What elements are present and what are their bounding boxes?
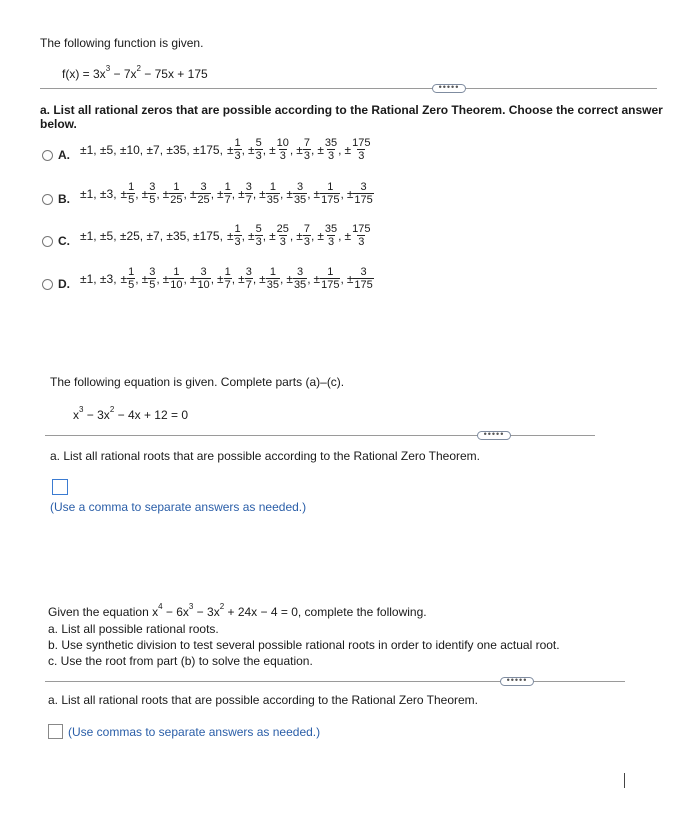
plus-minus-sign: ± xyxy=(269,142,276,157)
fraction xyxy=(224,181,232,206)
comma-separator: , xyxy=(340,271,344,286)
fraction-numerator: 1 xyxy=(327,181,334,193)
q3-part-a-instruction: a. List all possible rational roots. xyxy=(48,622,219,636)
plus-minus-sign: ± xyxy=(317,228,324,243)
fraction-denominator: 3 xyxy=(303,150,310,162)
fraction xyxy=(234,223,242,248)
comma-separator: , xyxy=(310,228,315,243)
fraction-denominator: 3 xyxy=(358,150,365,162)
q1-function-exponent: 3 xyxy=(105,64,111,73)
fraction-numerator: 1 xyxy=(234,223,241,235)
plus-minus-sign: ± xyxy=(162,271,170,286)
fraction-numerator: 3 xyxy=(149,181,156,193)
plus-minus-sign: ± xyxy=(226,142,234,157)
fraction xyxy=(234,137,242,162)
fraction-denominator: 5 xyxy=(128,279,135,291)
q3-text-part: + 24x − 4 = 0, complete the following. xyxy=(224,605,427,619)
q2-equation-exponent: 3 xyxy=(79,405,84,414)
fraction xyxy=(169,181,183,206)
fraction-denominator: 10 xyxy=(170,279,183,291)
plus-minus-sign: ± xyxy=(269,228,276,243)
option-b-radio[interactable] xyxy=(42,194,53,205)
fraction-denominator: 175 xyxy=(321,194,340,206)
fraction xyxy=(276,223,290,248)
fraction-denominator: 35 xyxy=(293,194,307,206)
comma-separator: , xyxy=(262,228,267,243)
fraction-numerator: 3 xyxy=(200,266,207,278)
option-integer-list: ±1, ±3, xyxy=(80,186,117,201)
fraction-denominator: 3 xyxy=(358,236,365,248)
fraction-numerator: 175 xyxy=(352,137,371,149)
fraction-numerator: 1 xyxy=(173,266,180,278)
fraction xyxy=(245,181,253,206)
q2-equation-part: − 3x xyxy=(83,408,110,422)
plus-minus-sign: ± xyxy=(344,142,352,157)
fraction xyxy=(224,266,232,291)
fraction xyxy=(353,266,373,291)
option-c-label: C. xyxy=(58,234,70,248)
fraction xyxy=(169,266,183,291)
fraction xyxy=(353,181,373,206)
q1-function-exponent: 2 xyxy=(136,64,141,73)
fraction-numerator: 3 xyxy=(149,266,156,278)
q3-text-part: − 3x xyxy=(193,605,220,619)
q3-divider xyxy=(45,681,625,682)
q1-part-a-prompt: a. List all rational zeros that are possible according to the Rational Zero Theorem. Choose the correct answer below. xyxy=(40,103,663,131)
option-b-label: B. xyxy=(58,192,70,206)
q3-part-c-instruction: c. Use the root from part (b) to solve the equation. xyxy=(48,654,313,668)
option-integer-list: ±1, ±5, ±25, ±7, ±35, ±175, xyxy=(80,228,223,243)
fraction-denominator: 3 xyxy=(255,150,262,162)
comma-separator: , xyxy=(156,271,160,286)
fraction xyxy=(196,266,210,291)
fraction xyxy=(245,266,253,291)
option-c-radio[interactable] xyxy=(42,236,53,247)
comma-separator: , xyxy=(280,186,284,201)
fraction-denominator: 3 xyxy=(279,236,286,248)
plus-minus-sign: ± xyxy=(189,271,197,286)
comma-separator: , xyxy=(241,228,245,243)
option-c-answer[interactable] xyxy=(80,223,371,248)
fraction-denominator: 5 xyxy=(149,194,156,206)
q1-function xyxy=(62,64,208,81)
q2-equation-part: x xyxy=(73,408,79,422)
plus-minus-sign: ± xyxy=(313,186,321,201)
fraction-numerator: 25 xyxy=(276,223,289,235)
fraction-numerator: 3 xyxy=(360,266,367,278)
comma-separator: , xyxy=(307,271,311,286)
fraction-numerator: 35 xyxy=(324,223,338,235)
fraction-numerator: 35 xyxy=(324,137,338,149)
plus-minus-sign: ± xyxy=(346,271,354,286)
plus-minus-sign: ± xyxy=(120,271,128,286)
fraction xyxy=(320,266,340,291)
fraction-numerator: 5 xyxy=(255,137,262,149)
fraction-numerator: 3 xyxy=(360,181,367,193)
comma-separator: , xyxy=(156,186,160,201)
plus-minus-sign: ± xyxy=(217,186,224,201)
comma-separator: , xyxy=(135,271,139,286)
fraction xyxy=(351,223,371,248)
q3-part-a-prompt: a. List all rational roots that are possible according to the Rational Zero Theorem. xyxy=(48,693,479,707)
q2-equation-exponent: 2 xyxy=(109,405,115,414)
comma-separator: , xyxy=(241,142,245,157)
comma-separator: , xyxy=(183,186,187,201)
plus-minus-sign: ± xyxy=(226,228,234,243)
fraction-numerator: 3 xyxy=(200,181,207,193)
option-b-answer[interactable] xyxy=(80,181,374,206)
plus-minus-sign: ± xyxy=(344,228,352,243)
plus-minus-sign: ± xyxy=(259,271,266,286)
plus-minus-sign: ± xyxy=(141,186,149,201)
q3-exponent: 4 xyxy=(158,602,163,611)
plus-minus-sign: ± xyxy=(238,271,245,286)
plus-minus-sign: ± xyxy=(162,186,170,201)
comma-separator: , xyxy=(135,186,139,201)
fraction-numerator: 1 xyxy=(269,266,276,278)
q1-function-part: − 75x + 175 xyxy=(140,67,208,81)
plus-minus-sign: ± xyxy=(313,271,321,286)
fraction-denominator: 3 xyxy=(234,150,241,162)
fraction-numerator: 7 xyxy=(303,137,310,149)
fraction xyxy=(303,223,311,248)
fraction-denominator: 3 xyxy=(327,236,335,248)
fraction-denominator: 3 xyxy=(303,236,310,248)
fraction-denominator: 175 xyxy=(354,279,373,291)
fraction xyxy=(320,181,340,206)
comma-separator: , xyxy=(231,271,236,286)
option-integer-list: ±1, ±3, xyxy=(80,271,117,286)
fraction-numerator: 1 xyxy=(128,181,135,193)
fraction xyxy=(255,223,263,248)
plus-minus-sign: ± xyxy=(296,142,303,157)
fraction xyxy=(148,181,156,206)
fraction-numerator: 1 xyxy=(128,266,135,278)
fraction xyxy=(127,181,135,206)
comma-separator: , xyxy=(280,271,284,286)
option-a-answer[interactable] xyxy=(80,137,371,162)
option-a-radio[interactable] xyxy=(42,150,53,161)
comma-separator: , xyxy=(210,271,215,286)
fraction-denominator: 10 xyxy=(197,279,210,291)
fraction-numerator: 1 xyxy=(173,181,180,193)
q1-intro: The following function is given. xyxy=(40,36,204,50)
fraction-numerator: 1 xyxy=(224,181,231,193)
plus-minus-sign: ± xyxy=(248,228,255,243)
fraction-denominator: 7 xyxy=(245,194,252,206)
fraction xyxy=(196,181,210,206)
fraction-numerator: 1 xyxy=(269,181,276,193)
fraction-denominator: 25 xyxy=(170,194,183,206)
q2-hint: (Use a comma to separate answers as needed.) xyxy=(50,500,307,514)
q2-equation-part: − 4x + 12 = 0 xyxy=(114,408,188,422)
comma-separator: , xyxy=(183,271,187,286)
fraction-denominator: 7 xyxy=(224,194,231,206)
fraction-denominator: 25 xyxy=(197,194,210,206)
comma-separator: , xyxy=(307,186,311,201)
text-cursor xyxy=(624,773,625,788)
fraction xyxy=(266,181,280,206)
plus-minus-sign: ± xyxy=(286,186,293,201)
q1-function-part: − 7x xyxy=(110,67,137,81)
fraction xyxy=(127,266,135,291)
fraction-denominator: 3 xyxy=(327,150,335,162)
q3-exponent: 3 xyxy=(188,602,194,611)
comma-separator: , xyxy=(262,142,267,157)
q3-answer-input[interactable] xyxy=(48,724,63,739)
fraction xyxy=(293,266,307,291)
q1-divider xyxy=(40,88,657,89)
fraction-numerator: 3 xyxy=(245,266,252,278)
fraction-denominator: 7 xyxy=(224,279,231,291)
plus-minus-sign: ± xyxy=(259,186,266,201)
option-d-radio[interactable] xyxy=(42,279,53,290)
q3-hint: (Use commas to separate answers as needed.) xyxy=(68,725,321,739)
comma-separator: , xyxy=(338,228,342,243)
fraction-denominator: 3 xyxy=(279,150,286,162)
fraction-numerator: 3 xyxy=(297,266,304,278)
option-d-answer[interactable] xyxy=(80,266,374,291)
plus-minus-sign: ± xyxy=(120,186,128,201)
q3-text-part: − 6x xyxy=(162,605,189,619)
fraction-denominator: 5 xyxy=(149,279,156,291)
plus-minus-sign: ± xyxy=(286,271,293,286)
q3-equation-line xyxy=(48,602,427,619)
option-integer-list: ±1, ±5, ±10, ±7, ±35, ±175, xyxy=(80,142,223,157)
comma-separator: , xyxy=(310,142,315,157)
fraction xyxy=(148,266,156,291)
comma-separator: , xyxy=(231,186,236,201)
fraction-denominator: 3 xyxy=(255,236,262,248)
option-a-label: A. xyxy=(58,148,70,162)
fraction xyxy=(293,181,307,206)
fraction-denominator: 3 xyxy=(234,236,241,248)
plus-minus-sign: ± xyxy=(248,142,255,157)
fraction-numerator: 7 xyxy=(303,223,310,235)
plus-minus-sign: ± xyxy=(346,186,354,201)
comma-separator: , xyxy=(252,271,257,286)
fraction-denominator: 5 xyxy=(128,194,135,206)
fraction-denominator: 35 xyxy=(266,279,279,291)
comma-separator: , xyxy=(289,228,294,243)
fraction-denominator: 35 xyxy=(293,279,307,291)
q2-divider xyxy=(45,435,595,436)
fraction-numerator: 1 xyxy=(224,266,231,278)
q3-exponent: 2 xyxy=(219,602,225,611)
fraction xyxy=(303,137,311,162)
plus-minus-sign: ± xyxy=(189,186,197,201)
fraction-numerator: 175 xyxy=(352,223,371,235)
fraction-denominator: 175 xyxy=(321,279,340,291)
plus-minus-sign: ± xyxy=(141,271,149,286)
q1-expand-button[interactable]: ••••• xyxy=(432,84,466,93)
comma-separator: , xyxy=(252,186,257,201)
fraction xyxy=(351,137,371,162)
q2-equation xyxy=(73,405,188,422)
fraction-numerator: 1 xyxy=(234,137,241,149)
fraction xyxy=(266,266,280,291)
q2-answer-input[interactable] xyxy=(52,479,68,495)
comma-separator: , xyxy=(338,142,342,157)
plus-minus-sign: ± xyxy=(238,186,245,201)
q2-part-a-prompt: a. List all rational roots that are possible according to the Rational Zero Theorem. xyxy=(50,449,481,463)
plus-minus-sign: ± xyxy=(296,228,303,243)
fraction-numerator: 5 xyxy=(255,223,262,235)
fraction xyxy=(276,137,290,162)
plus-minus-sign: ± xyxy=(217,271,224,286)
q3-part-b-instruction: b. Use synthetic division to test several possible rational roots in order to identify one actual root. xyxy=(48,638,560,652)
q1-function-part: f(x) = 3x xyxy=(62,67,106,81)
fraction-numerator: 3 xyxy=(297,181,304,193)
q3-expand-button[interactable]: ••••• xyxy=(500,677,534,686)
fraction xyxy=(324,137,338,162)
option-d-label: D. xyxy=(58,277,70,291)
comma-separator: , xyxy=(289,142,294,157)
fraction-numerator: 1 xyxy=(327,266,334,278)
comma-separator: , xyxy=(210,186,215,201)
fraction-denominator: 35 xyxy=(266,194,279,206)
fraction-numerator: 10 xyxy=(276,137,289,149)
fraction-denominator: 175 xyxy=(354,194,373,206)
q3-text-part: Given the equation x xyxy=(48,605,159,619)
fraction xyxy=(255,137,263,162)
fraction-denominator: 7 xyxy=(245,279,252,291)
fraction xyxy=(324,223,338,248)
q2-intro: The following equation is given. Complete parts (a)–(c). xyxy=(50,375,345,389)
q2-expand-button[interactable]: ••••• xyxy=(477,431,511,440)
comma-separator: , xyxy=(340,186,344,201)
fraction-numerator: 3 xyxy=(245,181,252,193)
plus-minus-sign: ± xyxy=(317,142,324,157)
